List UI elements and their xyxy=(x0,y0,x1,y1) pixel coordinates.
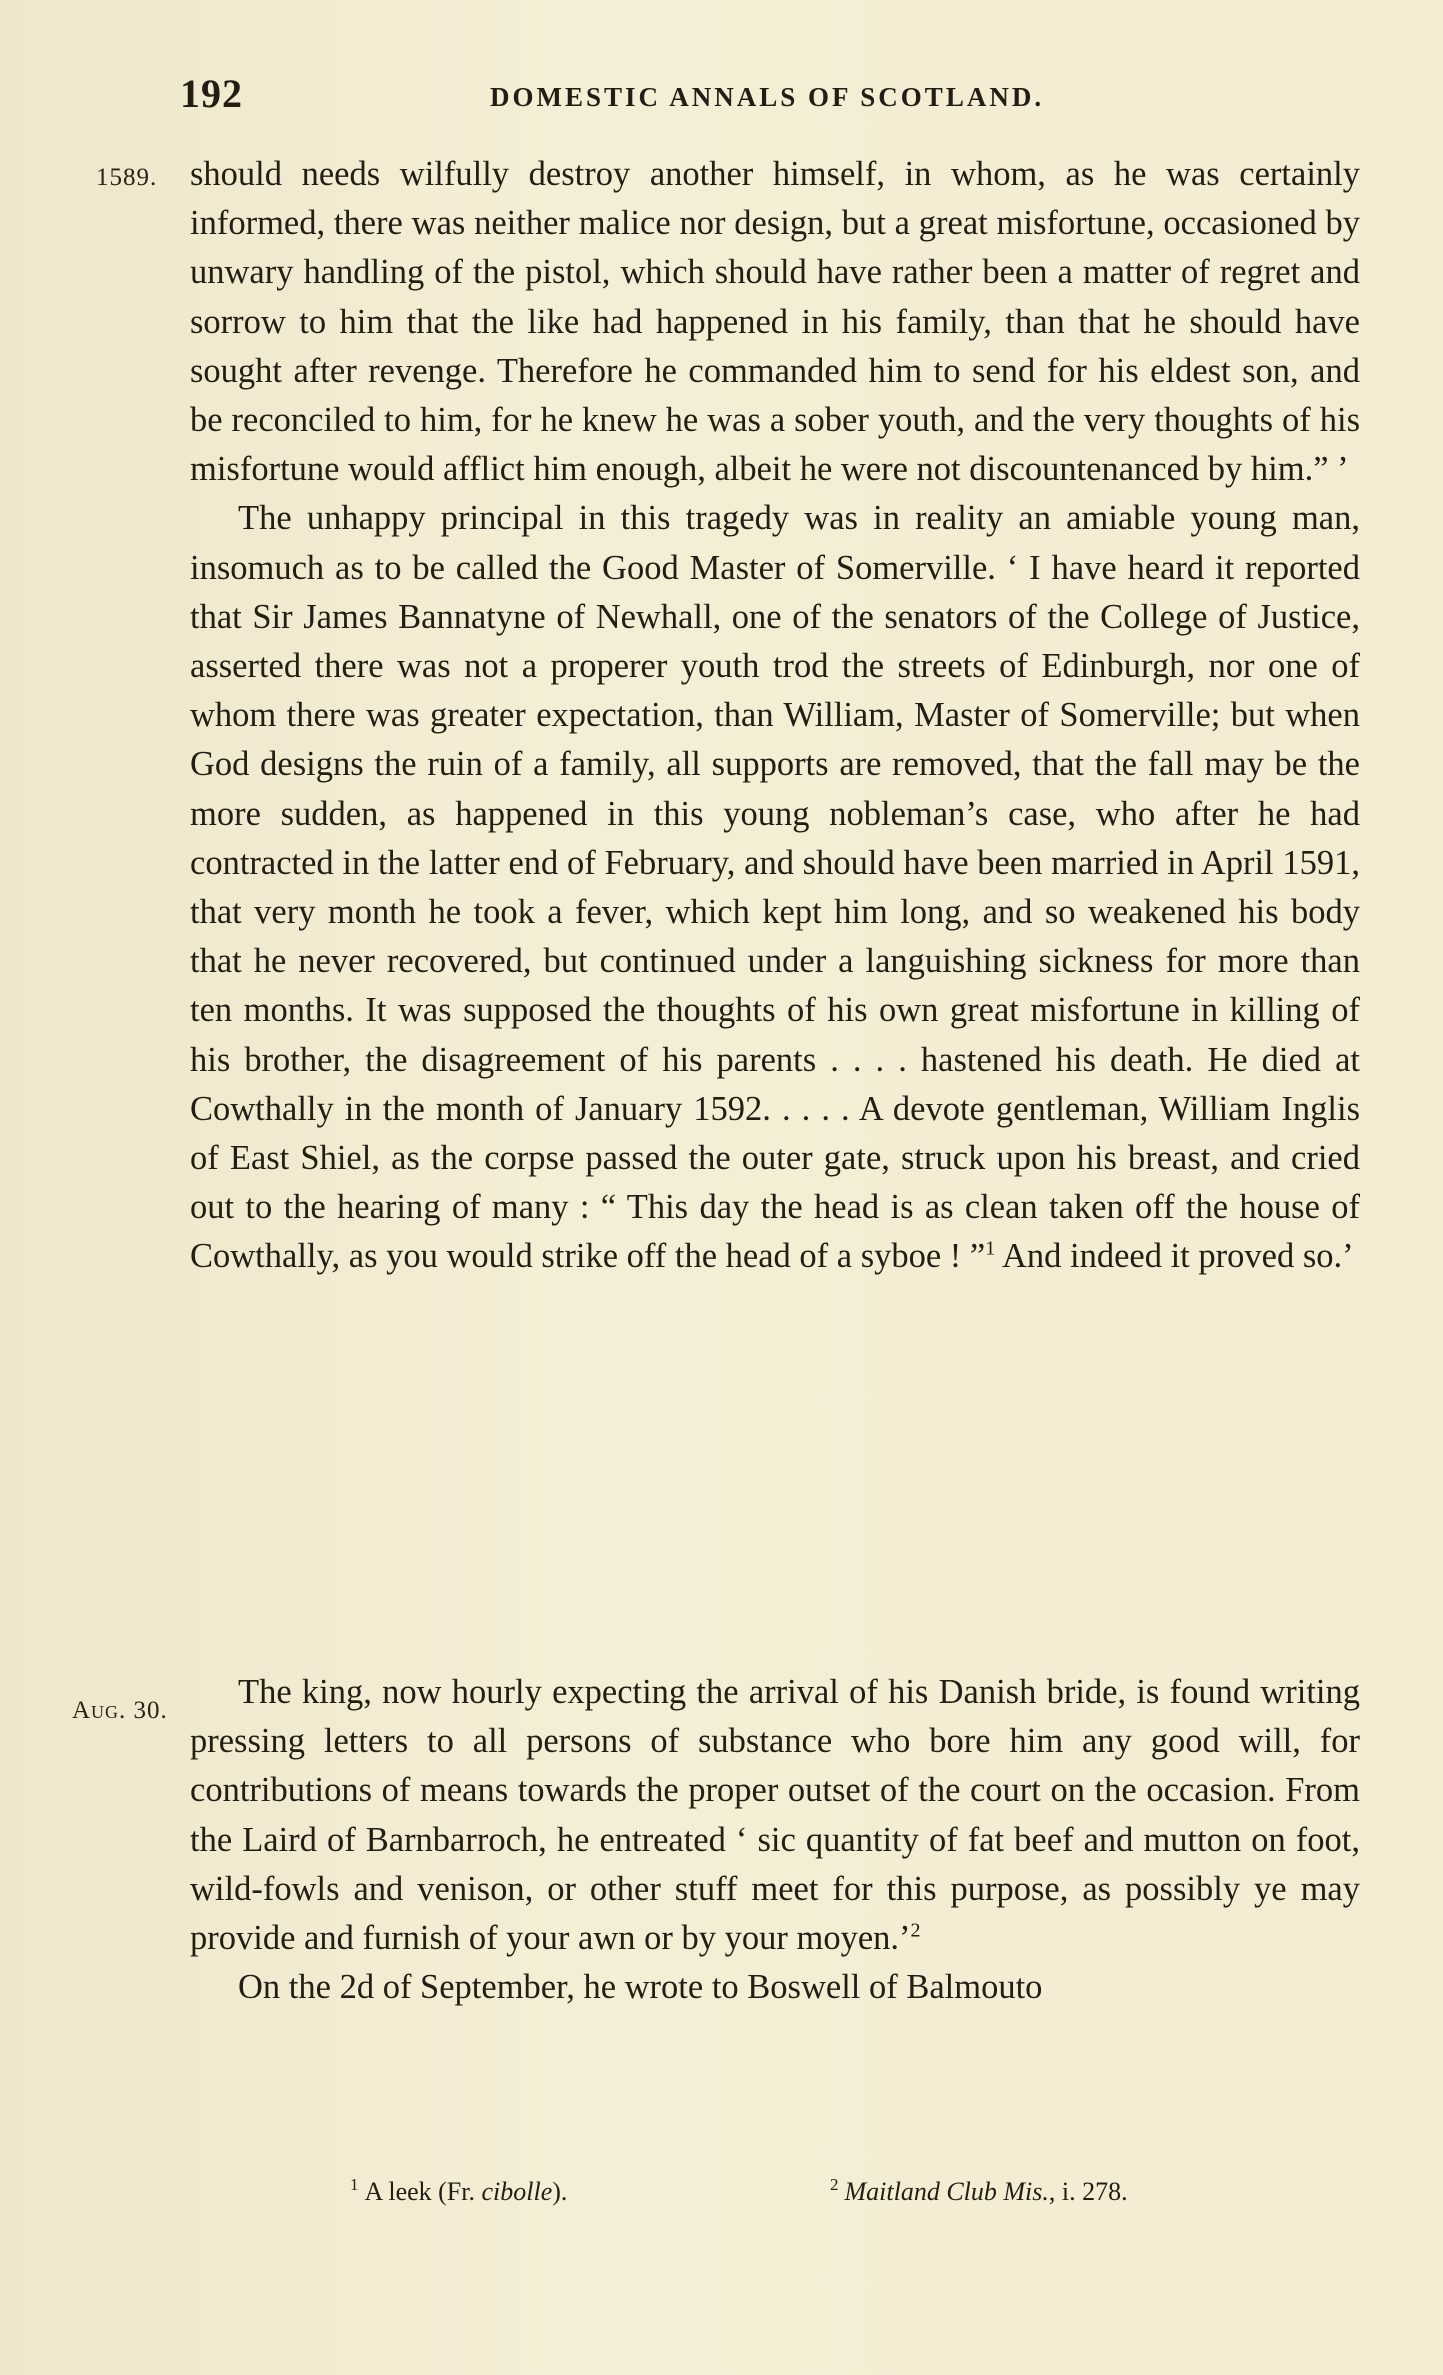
footnote-1-text: A leek (Fr. xyxy=(364,2177,482,2206)
paragraph-text: The king, now hourly expecting the arrival of his Danish bride, is found writing pressing letters to all persons of substance who bore him any good will, for contributions of means towards the proper outset of the court on the occasion. From the Laird of Barnbarroch, he entreated ‘ sic quantity of fat beef and mutton on foot, wild-fowls and venison, or other stuff meet for this purpose, as possibly ye may provide and furnish of your awn or by your moyen.’ xyxy=(190,1673,1360,1958)
margin-year-note: 1589. xyxy=(96,164,158,191)
footnote-ref-1: 1 xyxy=(985,1237,996,1260)
paragraph-text-end: And indeed it proved so.’ xyxy=(995,1237,1354,1276)
page-header xyxy=(180,70,1360,130)
paragraph-continuation: should needs wilfully destroy another himself, in whom, as he was certainly informed, there was neither malice nor design, but a great misfortune, occasioned by unwary handling of the pistol, which should have rather been a matter of regret and sorrow to him that the like had happened in his family, than that he should have sought after revenge. Therefore he commanded him to send for his eldest son, and be reconciled to him, for he knew he was a sober youth, and the very thoughts of his misfortune would afflict him enough, albeit he were not discountenanced by him.” ’ xyxy=(190,155,1360,489)
paragraph-king-danish-bride xyxy=(190,1668,1360,1963)
running-title: DOMESTIC ANNALS OF SCOTLAND. xyxy=(490,82,1045,112)
footnote-2-number: 2 xyxy=(830,2175,839,2195)
main-text-block-2 xyxy=(190,1668,1360,2012)
footnote-1 xyxy=(350,2177,567,2207)
footnotes xyxy=(190,2177,1360,2217)
paragraph-text: The unhappy principal in this tragedy was in reality an amiable young man, insomuch as to be called the Good Master of Somerville. ‘ I have heard it reported that Sir James Bannatyne of Newhall, one of the senators of the College of Justice, asserted there was not a properer youth trod the streets of Edinburgh, nor one of whom there was greater expectation, than William, Master of Somerville; but when God designs the ruin of a family, all supports are removed, that the fall may be the more sudden, as happened in this young nobleman’s case, who after he had contracted in the latter end of February, and should have been married in April 1591, that very month he took a fever, which kept him long, and so weakened his body that he never recovered, but continued under a languishing sickness for more than ten months. It was supposed the thoughts of his own great misfortune in killing of his brother, the disagreement of his parents . . . . hastened his death. He died at Cowthally in the month of January 1592. . . . . A devote gentleman, William Inglis of East Shiel, as the corpse passed the outer gate, struck upon his breast, and cried out to the hearing of many : “ This day the head is as clean taken off the house of Cowthally, as you would strike off the head of a syboe ! ” xyxy=(190,499,1360,1276)
footnote-2-italic: Maitland Club Mis. xyxy=(844,2177,1049,2206)
footnote-2-end: , i. 278. xyxy=(1048,2177,1128,2206)
main-text-block-1 xyxy=(190,150,1360,1282)
footnote-1-end: ). xyxy=(552,2177,568,2206)
page-number: 192 xyxy=(180,71,243,116)
footnote-2 xyxy=(830,2177,1128,2207)
paragraph-september: On the 2d of September, he wrote to Boswell of Balmouto xyxy=(238,1968,1043,2007)
footnote-ref-2: 2 xyxy=(910,1919,921,1942)
paragraph-master-of-somerville xyxy=(190,494,1360,1281)
footnote-1-italic: cibolle xyxy=(481,2177,553,2206)
margin-date-note: Aug. 30. xyxy=(72,1697,168,1724)
footnote-1-number: 1 xyxy=(350,2175,359,2195)
